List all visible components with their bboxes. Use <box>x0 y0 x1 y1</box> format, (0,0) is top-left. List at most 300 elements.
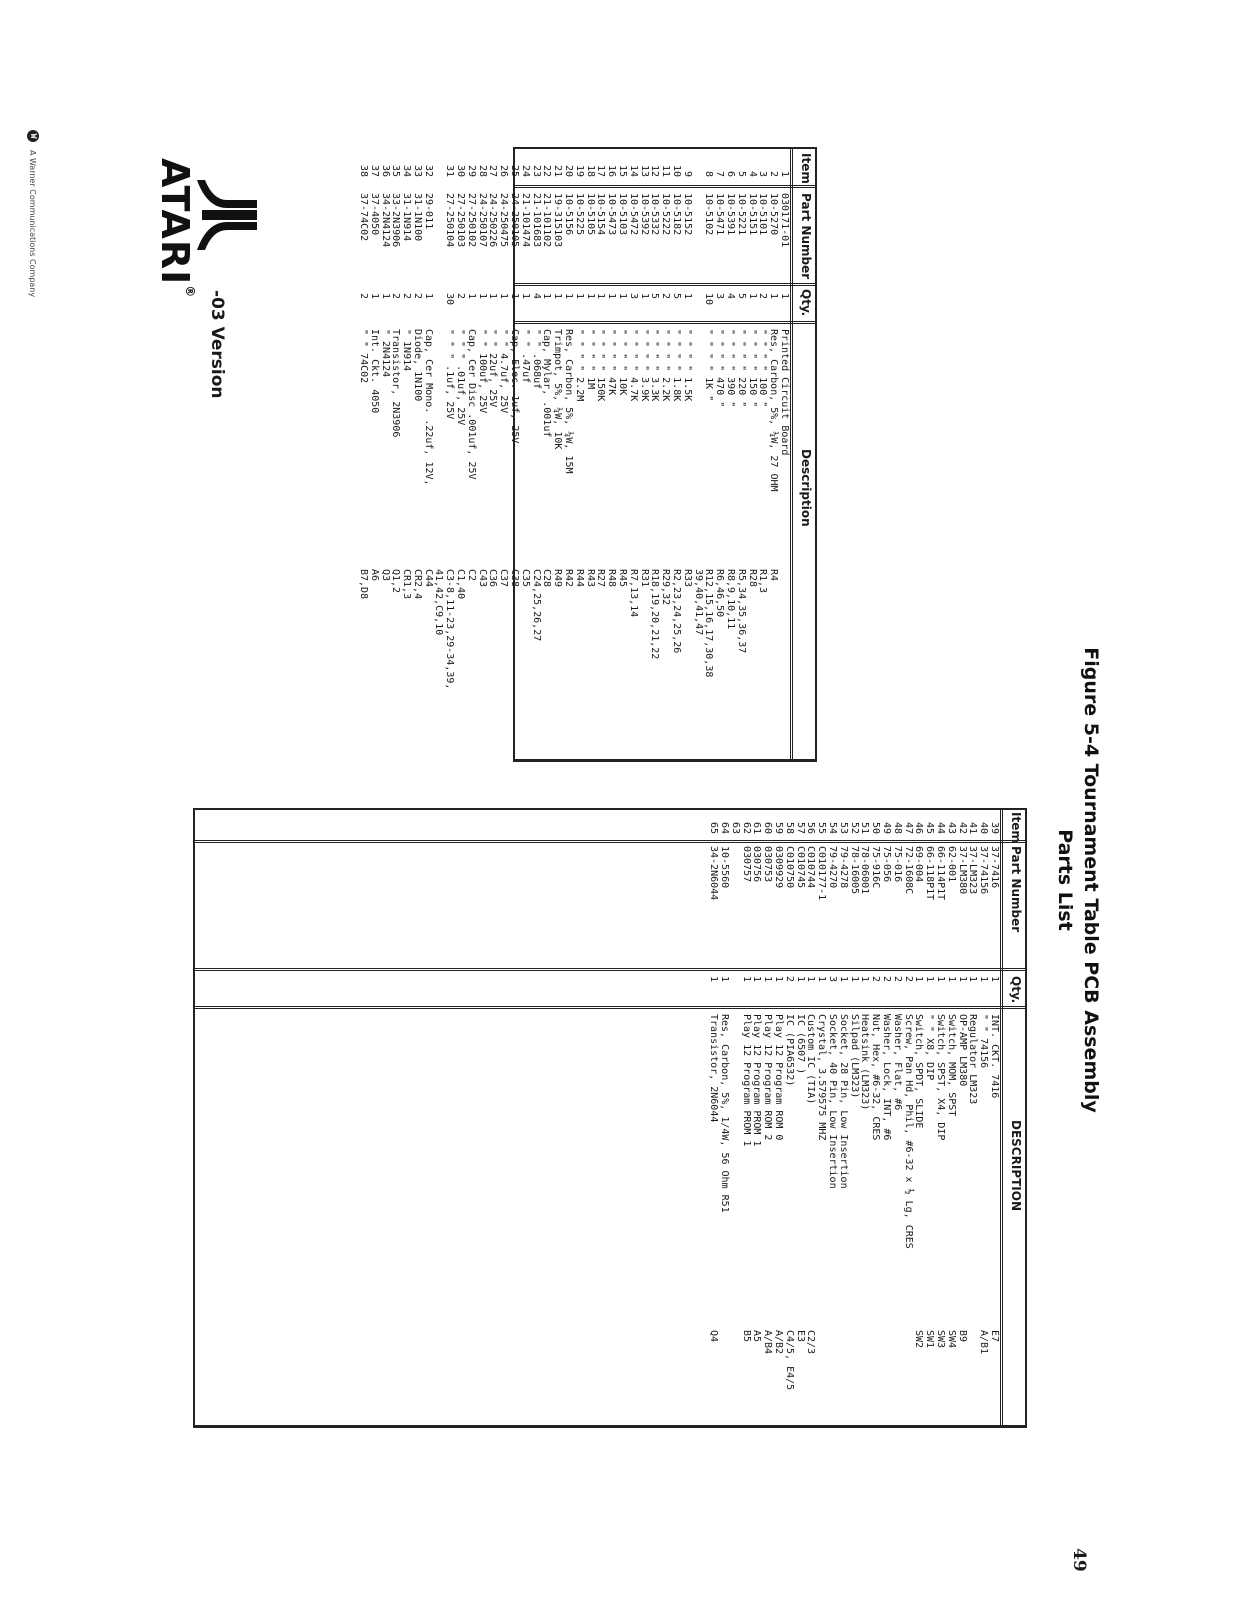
table-row <box>957 810 968 1425</box>
cell-item: 50 <box>870 821 882 834</box>
cell-part: 37-7416 <box>989 846 1000 889</box>
cell-part: 24-250105 <box>509 193 521 248</box>
table-row <box>671 149 682 759</box>
cell-item: 57 <box>794 821 806 834</box>
cell-qty: 2 <box>891 976 903 983</box>
table-row <box>596 149 607 759</box>
cell-qty: 1 <box>746 293 758 300</box>
cell-desc: " " " " 150K <box>595 329 607 402</box>
cell-qty: 30 <box>444 293 456 306</box>
cell-part: 24-250107 <box>476 193 488 248</box>
cell-part: 34-2N4124 <box>379 193 391 248</box>
table-body <box>358 149 790 759</box>
table-row <box>639 149 650 759</box>
table-row <box>758 149 769 759</box>
cell-ref: R42 <box>563 569 575 588</box>
figure-title-line2: Parts List <box>1054 829 1076 931</box>
cell-qty: 1 <box>584 293 596 300</box>
cell-qty: 1 <box>859 976 871 983</box>
cell-item: 12 <box>649 164 661 177</box>
cell-item: 63 <box>729 821 741 834</box>
cell-part: 72-1608C <box>902 846 914 895</box>
cell-qty: 1 <box>681 293 693 300</box>
cell-part: 24-250475 <box>498 193 510 248</box>
table-row <box>914 810 925 1425</box>
cell-ref: R7,13,14 <box>627 569 639 618</box>
cell-desc: " " " " 220 " <box>735 329 747 408</box>
cell-item: 19 <box>573 164 585 177</box>
cell-part: 030756 <box>751 846 763 883</box>
table-row <box>660 149 671 759</box>
table-row <box>935 810 946 1425</box>
cell-item: 3 <box>757 170 769 177</box>
cell-part: 10-5391 <box>725 193 737 236</box>
cell-item: 10 <box>671 164 683 177</box>
cell-desc: Play 12 Program ROM 2 <box>762 1014 774 1141</box>
cell-part: 10-5156 <box>563 193 575 236</box>
cell-ref: R29,32 <box>660 569 672 606</box>
cell-ref: SW3 <box>935 1330 947 1349</box>
table-row <box>606 149 617 759</box>
cell-part: 21-101474 <box>519 193 531 248</box>
table-row <box>423 149 434 759</box>
cell-part: 10-5270 <box>768 193 780 236</box>
cell-desc: " " " " 1.5K <box>681 329 693 402</box>
cell-part: C010177-1 <box>816 846 828 901</box>
cell-item: 49 <box>881 821 893 834</box>
cell-item: 11 <box>660 164 672 177</box>
cell-part: 10-5151 <box>746 193 758 236</box>
cell-desc: Transistor, 2N6044 <box>708 1014 720 1123</box>
cell-qty: 1 <box>945 976 957 983</box>
cell-qty: 2 <box>411 293 423 300</box>
cell-ref: C36 <box>487 569 499 588</box>
cell-part: 0309929 <box>773 846 785 889</box>
cell-qty: 1 <box>978 976 990 983</box>
cell-item: 23 <box>530 164 542 177</box>
cell-item: 24 <box>519 164 531 177</box>
cell-desc: Diode, 1N100 <box>411 329 423 402</box>
figure-title <box>1052 500 1104 1260</box>
cell-item: 51 <box>859 821 871 834</box>
cell-desc: Washer, Lock, INT, #6 <box>881 1014 893 1141</box>
cell-desc: " " " " 3.9K <box>638 329 650 402</box>
cell-qty: 4 <box>725 293 737 300</box>
cell-desc: Socket, 40 Pin, Low Insertion <box>827 1014 839 1189</box>
table-row <box>725 149 736 759</box>
cell-ref: R48 <box>606 569 618 588</box>
cell-desc: " " " " 1K " <box>703 329 715 402</box>
table-row <box>768 149 779 759</box>
cell-ref: A/B1 <box>978 1330 990 1355</box>
table-row <box>531 149 542 759</box>
header-qty: Qty. <box>799 289 813 317</box>
cell-item: 36 <box>379 164 391 177</box>
cell-desc: Nut, Hex, #6-32, CRES <box>870 1014 882 1141</box>
table-row <box>401 149 412 759</box>
cell-item: 64 <box>719 821 731 834</box>
cell-item: 7 <box>714 170 726 177</box>
cell-desc: " " 4.7uf, 25V <box>498 329 510 414</box>
table-header <box>790 149 815 759</box>
cell-ref: E3 <box>794 1330 806 1343</box>
cell-item: 28 <box>476 164 488 177</box>
cell-ref: C2/3 <box>805 1330 817 1355</box>
cell-part: 10-5222 <box>660 193 672 236</box>
cell-desc: Int. Ckt. 4050 <box>368 329 380 414</box>
cell-item: 65 <box>708 821 720 834</box>
cell-ref: A6 <box>368 569 380 582</box>
cell-part: 030171-01 <box>779 193 790 248</box>
cell-ref: B7,D8 <box>357 569 369 600</box>
cell-item: 2 <box>768 170 780 177</box>
cell-desc: Cap, Mylar, .001uf <box>541 329 553 438</box>
table-row <box>730 810 741 1425</box>
header-desc: Description <box>799 449 813 527</box>
cell-desc: " " " .1uf, 25V <box>444 329 456 420</box>
warner-badge-icon: W <box>27 130 39 142</box>
table-row <box>466 149 477 759</box>
table-row <box>563 149 574 759</box>
cell-desc: Switch, SPST, X4, DIP <box>935 1014 947 1141</box>
cell-part: 10-5560 <box>719 846 731 889</box>
cell-qty: 5 <box>649 293 661 300</box>
cell-part: 37-LM323 <box>967 846 979 895</box>
cell-qty: 1 <box>541 293 553 300</box>
table-row <box>849 810 860 1425</box>
cell-ref: C35 <box>519 569 531 588</box>
cell-desc: Switch, MOM, SPST <box>945 1014 957 1117</box>
cell-item: 6 <box>725 170 737 177</box>
table-row <box>358 149 369 759</box>
cell-part: 66-118P1T <box>924 846 936 901</box>
cell-desc: " " X8, DIP <box>924 1014 936 1081</box>
cell-desc: Washer, Flat, #6 <box>891 1014 903 1111</box>
table-row <box>617 149 628 759</box>
cell-part: 10-5221 <box>735 193 747 236</box>
table-row <box>838 810 849 1425</box>
cell-part: 33-2N3906 <box>390 193 402 248</box>
table-row <box>827 810 838 1425</box>
cell-desc: " " " " 150 " <box>746 329 758 408</box>
cell-ref: SW1 <box>924 1330 936 1349</box>
cell-ref: C44 <box>422 569 434 588</box>
parts-table-right <box>193 808 1027 1428</box>
cell-qty: 4 <box>530 293 542 300</box>
cell-part: 10-5105 <box>584 193 596 236</box>
cell-part: 10-5101 <box>757 193 769 236</box>
cell-qty: 1 <box>913 976 925 983</box>
cell-desc: INT. CKT. 7416 <box>989 1014 1000 1099</box>
cell-qty: 1 <box>552 293 564 300</box>
cell-item: 37 <box>368 164 380 177</box>
cell-desc: Cap, Cer Disc .001uf, 25V <box>465 329 477 480</box>
cell-part: 34-2N6044 <box>708 846 720 901</box>
cell-item: 14 <box>627 164 639 177</box>
cell-part: 10-5152 <box>681 193 693 236</box>
cell-item: 34 <box>401 164 413 177</box>
cell-ref: R27 <box>595 569 607 588</box>
cell-item: 9 <box>681 170 693 177</box>
table-row <box>552 149 563 759</box>
cell-item: 21 <box>552 164 564 177</box>
cell-desc: " " " " 2.2K <box>660 329 672 402</box>
cell-desc: Heatsink (LM323) <box>859 1014 871 1111</box>
cell-item: 53 <box>837 821 849 834</box>
cell-part: 10-5332 <box>649 193 661 236</box>
table-row <box>870 810 881 1425</box>
cell-part: 10-5154 <box>595 193 607 236</box>
cell-ref: SW4 <box>945 1330 957 1349</box>
cell-ref: Q3 <box>379 569 391 582</box>
cell-desc: Socket, 28 Pin, Low Insertion <box>837 1014 849 1189</box>
cell-ref: R5,34,35,36,37 <box>735 569 747 654</box>
table-row <box>445 149 456 759</box>
cell-qty: 1 <box>368 293 380 300</box>
cell-part: 21-101683 <box>530 193 542 248</box>
table-row <box>806 810 817 1425</box>
cell-desc: Res, Carbon, 5%, ¼W, 15M <box>563 329 575 474</box>
table-row <box>773 810 784 1425</box>
cell-item: 18 <box>584 164 596 177</box>
cell-ref: C3-8,11-23,29-34,39, <box>444 569 456 690</box>
cell-item: 41 <box>967 821 979 834</box>
cell-part: 10-5225 <box>573 193 585 236</box>
cell-ref: C24,25,26,27 <box>530 569 542 642</box>
cell-part: 37-LM380 <box>956 846 968 895</box>
cell-desc: " " 100uf, 25V <box>476 329 488 414</box>
cell-item: 13 <box>638 164 650 177</box>
table-row <box>784 810 795 1425</box>
cell-desc: " " " " 470 " <box>714 329 726 408</box>
cell-ref: C37 <box>498 569 510 588</box>
figure-title-line1: Figure 5-4 Tournament Table PCB Assembly <box>1080 647 1102 1113</box>
table-row <box>741 810 752 1425</box>
header-item: Item <box>799 153 813 184</box>
cell-desc: " " " " 4.7K <box>627 329 639 402</box>
table-row <box>542 149 553 759</box>
cell-qty: 2 <box>390 293 402 300</box>
cell-desc: " " " " 2.2M <box>573 329 585 402</box>
cell-item: 33 <box>411 164 423 177</box>
cell-desc: OP-AMP LM380 <box>956 1014 968 1087</box>
cell-qty: 2 <box>870 976 882 983</box>
cell-desc: " 2N4124 <box>379 329 391 378</box>
cell-qty: 2 <box>660 293 672 300</box>
cell-part: 29-011 <box>422 193 434 230</box>
table-row <box>682 149 693 759</box>
cell-item: 22 <box>541 164 553 177</box>
cell-item: 58 <box>783 821 795 834</box>
cell-desc: " " " .01uf, 25V <box>455 329 467 426</box>
cell-qty: 1 <box>509 293 521 300</box>
cell-ref: R4 <box>768 569 780 582</box>
cell-desc: IC (6507 ) <box>794 1014 806 1075</box>
cell-item: 26 <box>498 164 510 177</box>
table-row <box>795 810 806 1425</box>
cell-item: 17 <box>595 164 607 177</box>
cell-ref: R44 <box>573 569 585 588</box>
cell-ref: E7 <box>989 1330 1000 1343</box>
table-row <box>520 149 531 759</box>
cell-desc: " " " " 1.8K <box>671 329 683 402</box>
table-row <box>779 149 790 759</box>
cell-item: 59 <box>773 821 785 834</box>
cell-part: 10-5102 <box>703 193 715 236</box>
cell-part: 37-74C02 <box>357 193 369 242</box>
cell-item: 44 <box>935 821 947 834</box>
cell-ref: C38 <box>509 569 521 588</box>
table-row <box>650 149 661 759</box>
table-row <box>747 149 758 759</box>
cell-desc: " " " " 3.3K <box>649 329 661 402</box>
cell-ref: A5 <box>751 1330 763 1343</box>
cell-ref: Q1,2 <box>390 569 402 594</box>
cell-qty: 1 <box>638 293 650 300</box>
cell-qty: 1 <box>848 976 860 983</box>
table-header <box>1000 810 1025 1425</box>
cell-qty: 3 <box>627 293 639 300</box>
cell-part: 78-06001 <box>859 846 871 895</box>
cell-qty: 1 <box>606 293 618 300</box>
parts-table-left <box>357 147 817 762</box>
cell-qty: 1 <box>465 293 477 300</box>
cell-ref: B5 <box>740 1330 752 1343</box>
cell-item: 35 <box>390 164 402 177</box>
cell-part: 75-056 <box>881 846 893 883</box>
cell-desc: " " 74C02 <box>357 329 369 384</box>
cell-item: 43 <box>945 821 957 834</box>
cell-part: C010750 <box>783 846 795 889</box>
cell-qty: 1 <box>956 976 968 983</box>
cell-ref: R6,46,50 <box>714 569 726 618</box>
cell-ref: R31 <box>638 569 650 588</box>
cell-item: 30 <box>455 164 467 177</box>
cell-part: 10-5473 <box>606 193 618 236</box>
cell-qty: 1 <box>816 976 828 983</box>
cell-desc: IC (PIA6532) <box>783 1014 795 1087</box>
cell-qty: 5 <box>735 293 747 300</box>
cell-ref: R45 <box>617 569 629 588</box>
cell-qty: 5 <box>671 293 683 300</box>
table-row <box>708 810 719 1425</box>
cell-ref: C28 <box>541 569 553 588</box>
cell-item: 38 <box>357 164 369 177</box>
cell-qty: 1 <box>573 293 585 300</box>
cell-part: 75-916C <box>870 846 882 889</box>
cell-qty: 1 <box>595 293 607 300</box>
table-row <box>752 810 763 1425</box>
header-part: Part Number <box>799 193 813 280</box>
cell-ref: C43 <box>476 569 488 588</box>
cell-part: 78-16005 <box>848 846 860 895</box>
cell-qty: 3 <box>827 976 839 983</box>
cell-ref: C4/5, E4/5 <box>783 1330 795 1391</box>
cell-item: 31 <box>444 164 456 177</box>
cell-part: 66-114P1T <box>935 846 947 901</box>
table-row <box>892 810 903 1425</box>
cell-desc: Switch, SPDT, SLIDE <box>913 1014 925 1129</box>
page-number: 49 <box>1069 1548 1089 1572</box>
cell-part: 030753 <box>762 846 774 883</box>
cell-item: 62 <box>740 821 752 834</box>
cell-part: 79-4270 <box>827 846 839 889</box>
table-row <box>719 810 730 1425</box>
cell-desc: " " 74156 <box>978 1014 990 1069</box>
cell-qty: 1 <box>422 293 434 300</box>
cell-item: 39 <box>989 821 1000 834</box>
cell-desc: " " .068uf <box>530 329 542 390</box>
cell-qty: 1 <box>768 293 780 300</box>
cell-ref: R2,23,24,25,26 <box>671 569 683 654</box>
cell-qty: 1 <box>751 976 763 983</box>
cell-qty: 1 <box>837 976 849 983</box>
cell-part: 24-250226 <box>487 193 499 248</box>
table-row <box>391 149 402 759</box>
cell-ref: R33 <box>681 569 693 588</box>
table-row <box>903 810 914 1425</box>
table-row <box>455 149 466 759</box>
cell-item: 42 <box>956 821 968 834</box>
cell-item: 48 <box>891 821 903 834</box>
cell-part: 31-1N914 <box>401 193 413 242</box>
cell-item: 47 <box>902 821 914 834</box>
cell-ref: C1,40 <box>455 569 467 600</box>
cell-desc: " 1N914 <box>401 329 413 372</box>
footer-text: A Warner Communications Company <box>28 150 37 298</box>
table-row <box>574 149 585 759</box>
cell-desc: Screw, Pan Hd, Phil, #6-32 x ½ Lg, CRES <box>902 1014 914 1249</box>
cell-part: 10-5392 <box>638 193 650 236</box>
cell-desc: " " " " 10K <box>617 329 629 396</box>
cell-item: 56 <box>805 821 817 834</box>
cell-qty: 1 <box>989 976 1000 983</box>
cell-part: 27-250102 <box>465 193 477 248</box>
cell-qty: 1 <box>708 976 720 983</box>
cell-desc: Trimpot, 5%, ¼W, 10K <box>552 329 564 450</box>
cell-part: 62-001 <box>945 846 957 883</box>
table-row <box>989 810 1000 1425</box>
cell-qty: 1 <box>773 976 785 983</box>
cell-part: 10-5182 <box>671 193 683 236</box>
cell-ref: A/B2 <box>773 1330 785 1355</box>
table-row <box>628 149 639 759</box>
cell-ref: A/B4 <box>762 1330 774 1355</box>
cell-item: 32 <box>422 164 434 177</box>
cell-part: 75-016 <box>891 846 903 883</box>
table-row <box>380 149 391 759</box>
cell-desc: " " " " 100 " <box>757 329 769 408</box>
cell-qty: 1 <box>379 293 391 300</box>
table-row <box>860 810 871 1425</box>
cell-item: 45 <box>924 821 936 834</box>
table-body <box>708 810 1000 1425</box>
cell-item: 15 <box>617 164 629 177</box>
cell-part: 10-5103 <box>617 193 629 236</box>
cell-qty: 1 <box>617 293 629 300</box>
cell-ref: R12,15,16,17,30,38 <box>703 569 715 678</box>
cell-qty: 1 <box>779 293 790 300</box>
cell-qty: 1 <box>519 293 531 300</box>
cell-ref: B9 <box>956 1330 968 1343</box>
cell-item: 1 <box>779 170 790 177</box>
table-row <box>881 810 892 1425</box>
table-row <box>736 149 747 759</box>
cell-desc: Cap, Elec. 1uf, 25V <box>509 329 521 444</box>
cell-desc: Play 12 Program ROM 0 <box>773 1014 785 1141</box>
cell-ref: R28 <box>746 569 758 588</box>
table-row <box>816 810 827 1425</box>
